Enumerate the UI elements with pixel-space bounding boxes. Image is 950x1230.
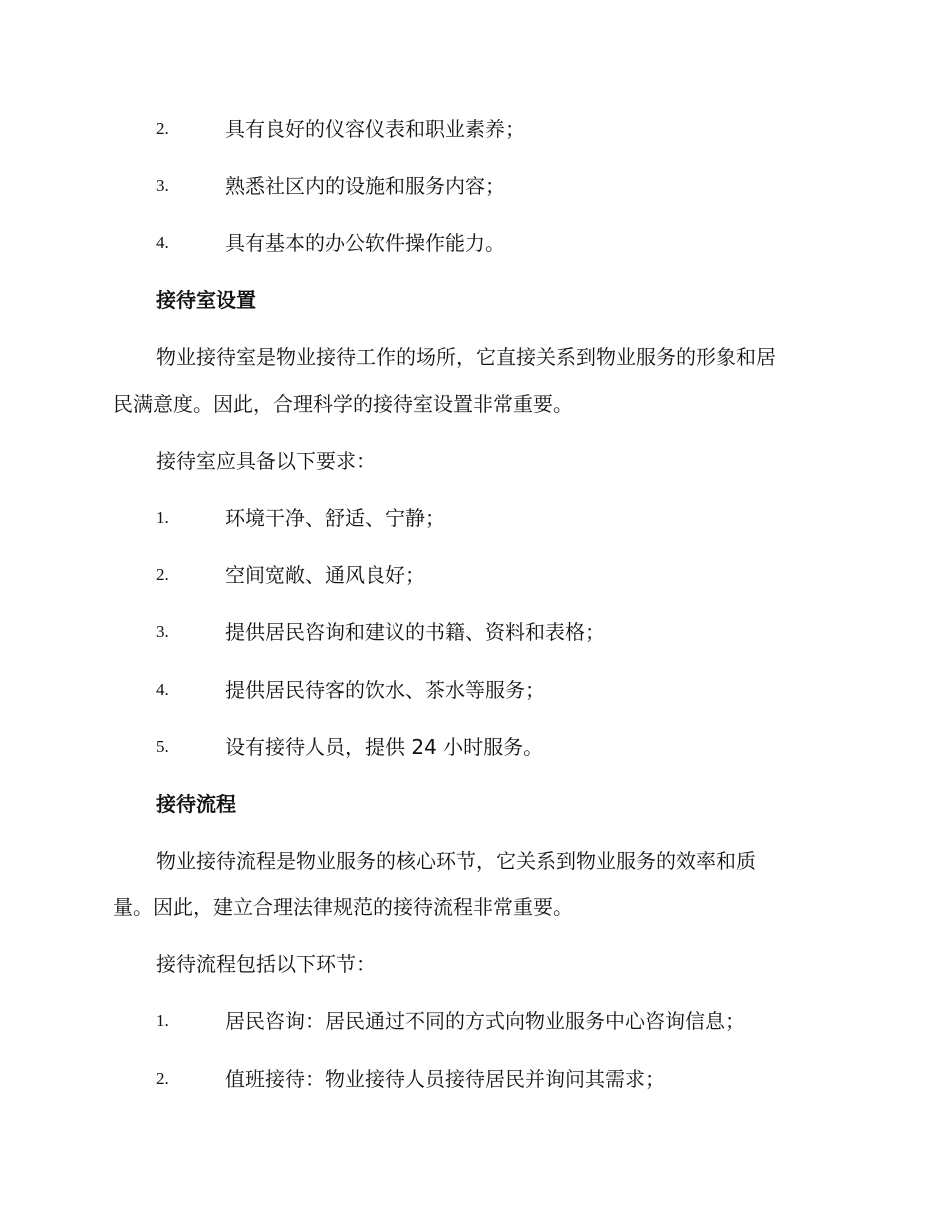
paragraph-room-line2 (0, 384, 950, 424)
list-item (0, 670, 950, 710)
list-item (0, 555, 950, 595)
list-number: 4. (156, 233, 169, 252)
list-text: 具有基本的办公软件操作能力。 (225, 231, 505, 255)
list-item (0, 166, 950, 206)
list-number: 2. (156, 119, 169, 138)
list-text: 提供居民待客的饮水、茶水等服务； (225, 678, 545, 702)
list-number: 3. (156, 622, 169, 641)
list-item (0, 109, 950, 149)
list-text: 设有接待人员，提供 24 小时服务。 (225, 735, 544, 759)
list-number: 5. (156, 737, 169, 756)
list-item (0, 223, 950, 263)
list-text: 熟悉社区内的设施和服务内容； (225, 174, 505, 198)
list-number: 2. (156, 565, 169, 584)
intro-process (0, 944, 950, 984)
paragraph-text: 量。因此，建立合理法律规范的接待流程非常重要。 (113, 895, 573, 919)
intro-text: 接待流程包括以下环节： (156, 952, 376, 976)
paragraph-text: 物业接待流程是物业服务的核心环节，它关系到物业服务的效率和质 (156, 849, 756, 873)
section-heading-process (0, 784, 950, 824)
list-text: 空间宽敞、通风良好； (225, 563, 425, 587)
list-item (0, 1001, 950, 1041)
list-item (0, 498, 950, 538)
section-heading-room (0, 280, 950, 320)
paragraph-process-line2 (0, 887, 950, 927)
list-text: 具有良好的仪容仪表和职业素养； (225, 117, 525, 141)
list-number: 4. (156, 680, 169, 699)
list-number: 1. (156, 1011, 169, 1030)
list-text: 居民咨询：居民通过不同的方式向物业服务中心咨询信息； (225, 1009, 745, 1033)
paragraph-process-line1 (0, 841, 950, 881)
intro-room (0, 441, 950, 481)
list-number: 3. (156, 176, 169, 195)
intro-text: 接待室应具备以下要求： (156, 449, 376, 473)
heading-text: 接待流程 (156, 792, 236, 816)
paragraph-text: 民满意度。因此，合理科学的接待室设置非常重要。 (113, 392, 573, 416)
list-number: 2. (156, 1069, 169, 1088)
heading-text: 接待室设置 (156, 288, 256, 312)
list-item (0, 612, 950, 652)
paragraph-room-line1 (0, 337, 950, 377)
list-text: 值班接待：物业接待人员接待居民并询问其需求； (225, 1067, 665, 1091)
paragraph-text: 物业接待室是物业接待工作的场所，它直接关系到物业服务的形象和居 (156, 345, 776, 369)
list-text: 提供居民咨询和建议的书籍、资料和表格； (225, 620, 605, 644)
list-item (0, 1059, 950, 1099)
list-item (0, 727, 950, 767)
list-text: 环境干净、舒适、宁静； (225, 506, 445, 530)
list-number: 1. (156, 508, 169, 527)
